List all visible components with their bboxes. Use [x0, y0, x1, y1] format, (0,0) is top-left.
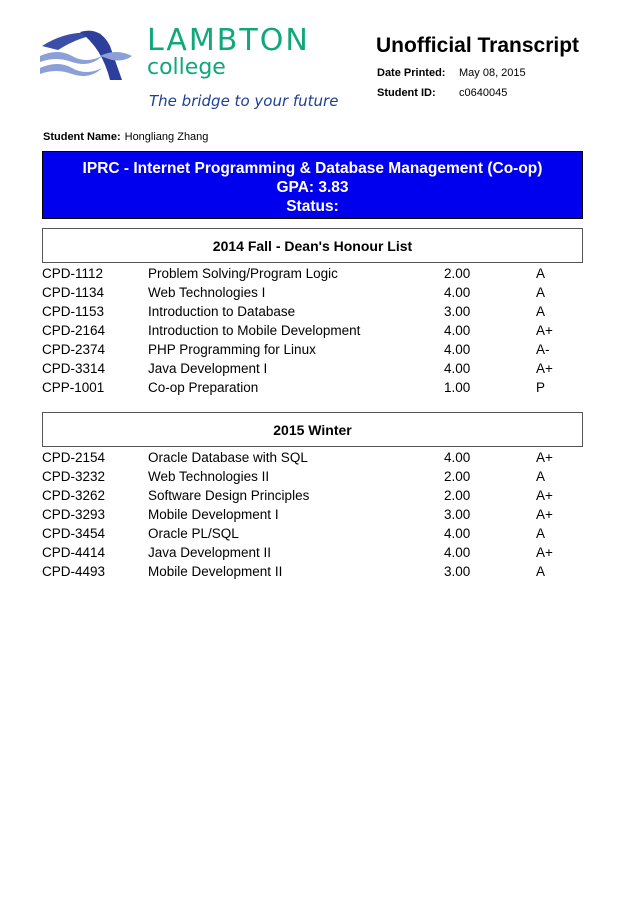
course-grade: A+ [536, 450, 553, 465]
course-code: CPD-1112 [42, 266, 104, 281]
course-grade: A [536, 266, 546, 281]
course-title: PHP Programming for Linux [148, 342, 316, 357]
course-title: Mobile Development I [148, 507, 279, 522]
course-credits: 2.00 [444, 266, 471, 281]
date-printed-value: May 08, 2015 [459, 67, 526, 79]
program-status: Status: [286, 198, 339, 215]
course-grade: A [536, 526, 546, 541]
course-grade: A [536, 304, 546, 319]
course-title: Software Design Principles [148, 488, 310, 503]
course-grade: A+ [536, 507, 553, 522]
course-title: Introduction to Database [148, 304, 296, 319]
brand-subtitle: college [147, 55, 226, 80]
course-title: Oracle Database with SQL [148, 450, 308, 465]
date-printed-label: Date Printed: [377, 67, 446, 79]
course-grade: A+ [536, 545, 553, 560]
course-code: CPP-1001 [42, 380, 105, 395]
course-grade: A- [536, 342, 550, 357]
course-row [42, 562, 583, 581]
student-id-value: c0640045 [459, 87, 508, 99]
course-credits: 4.00 [444, 361, 471, 376]
brand-name: LAMBTON [147, 23, 310, 58]
page-title: Unofficial Transcript [376, 34, 580, 57]
course-row [42, 505, 583, 524]
course-title: Oracle PL/SQL [148, 526, 239, 541]
course-row [42, 340, 583, 359]
student-id-label: Student ID: [377, 87, 436, 99]
student-name-label: Student Name: [43, 131, 121, 143]
course-code: CPD-3454 [42, 526, 106, 541]
course-credits: 4.00 [444, 342, 471, 357]
course-credits: 4.00 [444, 526, 471, 541]
course-title: Web Technologies II [148, 469, 270, 484]
course-row [42, 524, 583, 543]
course-credits: 3.00 [444, 564, 471, 579]
course-row [42, 378, 583, 397]
program-name: IPRC - Internet Programming & Database Management (Co-op) [82, 160, 543, 177]
course-grade: P [536, 380, 546, 395]
course-credits: 4.00 [444, 450, 471, 465]
course-row [42, 283, 583, 302]
course-credits: 1.00 [444, 380, 471, 395]
course-title: Mobile Development II [148, 564, 283, 579]
course-list [42, 264, 583, 397]
course-row [42, 543, 583, 562]
date-printed [377, 66, 526, 80]
course-list [42, 448, 583, 581]
course-row [42, 467, 583, 486]
course-title: Web Technologies I [148, 285, 266, 300]
course-credits: 3.00 [444, 304, 471, 319]
course-title: Introduction to Mobile Development [148, 323, 361, 338]
course-row [42, 448, 583, 467]
course-credits: 4.00 [444, 323, 471, 338]
course-title: Co-op Preparation [148, 380, 259, 395]
course-code: CPD-3262 [42, 488, 106, 503]
course-credits: 2.00 [444, 469, 471, 484]
wave-logo-icon [40, 26, 140, 86]
course-code: CPD-2374 [42, 342, 106, 357]
course-row [42, 302, 583, 321]
course-grade: A+ [536, 323, 553, 338]
student-name [43, 131, 208, 143]
college-logo [40, 22, 360, 114]
course-code: CPD-3314 [42, 361, 106, 376]
course-code: CPD-3232 [42, 469, 106, 484]
student-name-value: Hongliang Zhang [124, 131, 209, 143]
tagline: The bridge to your future [149, 92, 339, 110]
course-credits: 4.00 [444, 545, 471, 560]
course-row [42, 264, 583, 283]
course-code: CPD-3293 [42, 507, 106, 522]
course-title: Java Development I [148, 361, 268, 376]
course-grade: A+ [536, 361, 553, 376]
term-header: 2014 Fall - Dean's Honour List [42, 228, 583, 263]
course-row [42, 486, 583, 505]
course-row [42, 321, 583, 340]
course-code: CPD-2154 [42, 450, 106, 465]
program-gpa: GPA: 3.83 [276, 179, 349, 196]
course-code: CPD-2164 [42, 323, 106, 338]
course-title: Problem Solving/Program Logic [148, 266, 338, 281]
course-grade: A [536, 469, 546, 484]
term-header: 2015 Winter [42, 412, 583, 447]
course-title: Java Development II [148, 545, 272, 560]
course-code: CPD-1153 [42, 304, 105, 319]
course-credits: 2.00 [444, 488, 471, 503]
course-code: CPD-1134 [42, 285, 105, 300]
course-code: CPD-4493 [42, 564, 106, 579]
course-code: CPD-4414 [42, 545, 106, 560]
course-grade: A+ [536, 488, 553, 503]
course-grade: A [536, 285, 546, 300]
course-credits: 4.00 [444, 285, 471, 300]
course-credits: 3.00 [444, 507, 471, 522]
student-id [377, 86, 507, 100]
program-banner [42, 151, 583, 219]
course-grade: A [536, 564, 546, 579]
course-row [42, 359, 583, 378]
